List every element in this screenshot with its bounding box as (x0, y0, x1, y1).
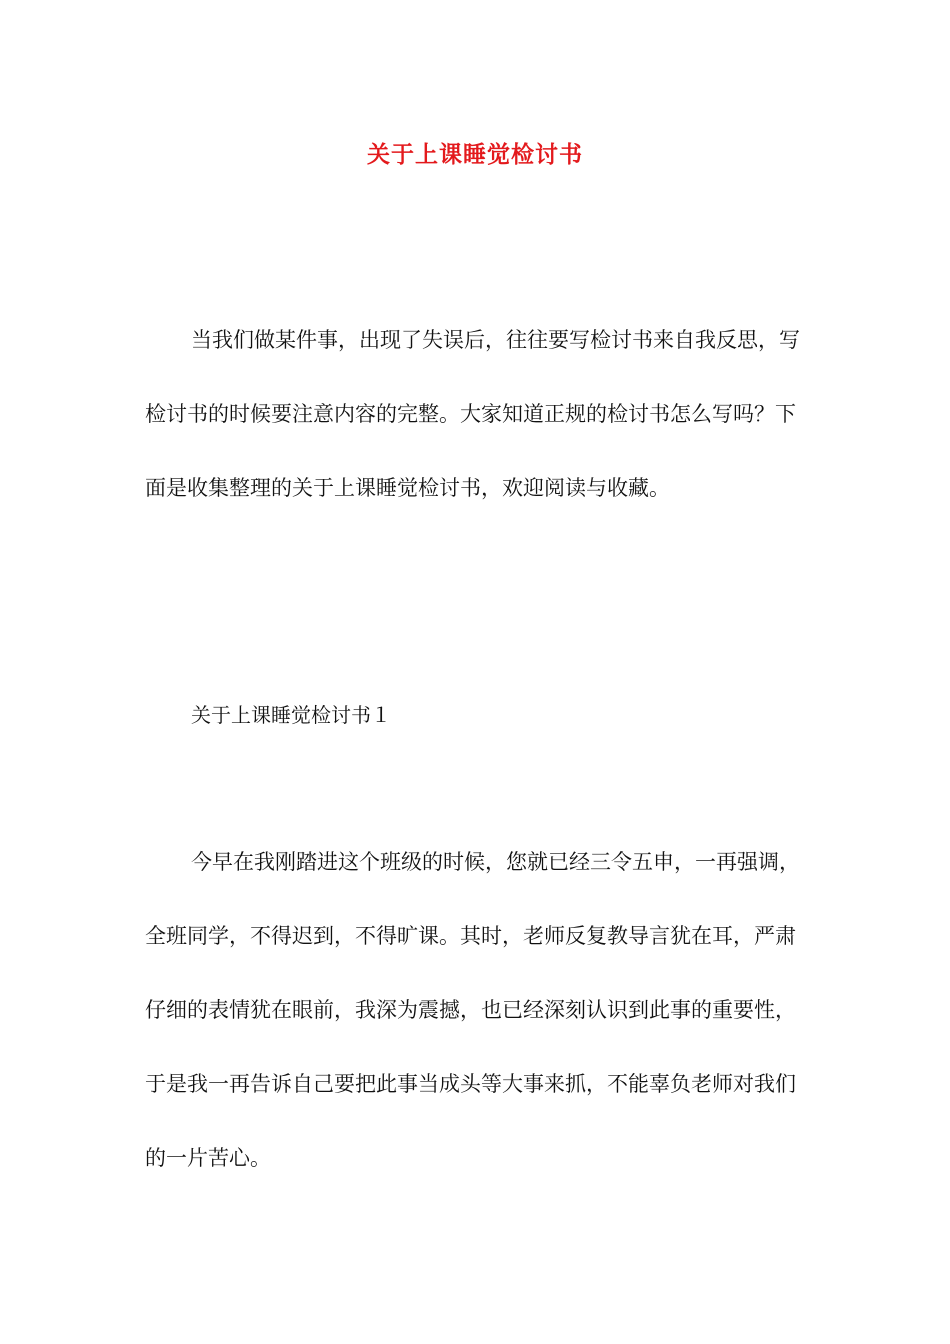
section-heading: 关于上课睡觉检讨书１ (191, 703, 391, 727)
section-body-paragraph: 今早在我刚踏进这个班级的时候，您就已经三令五申，一再强调，全班同学，不得迟到，不得旷课。其时，老师反复教导言犹在耳，严肃仔细的表情犹在眼前，我深为震撼，也已经深刻认识到此事的重要性，于是我一再告诉自己要把此事当成头等大事来抓，不能辜负老师对我们的一片苦心。 (145, 850, 800, 1170)
document-title: 关于上课睡觉检讨书 (367, 141, 583, 168)
intro-paragraph: 当我们做某件事，出现了失误后，往往要写检讨书来自我反思，写检讨书的时候要注意内容的完整。大家知道正规的检讨书怎么写吗？下面是收集整理的关于上课睡觉检讨书，欢迎阅读与收藏。 (145, 328, 800, 500)
